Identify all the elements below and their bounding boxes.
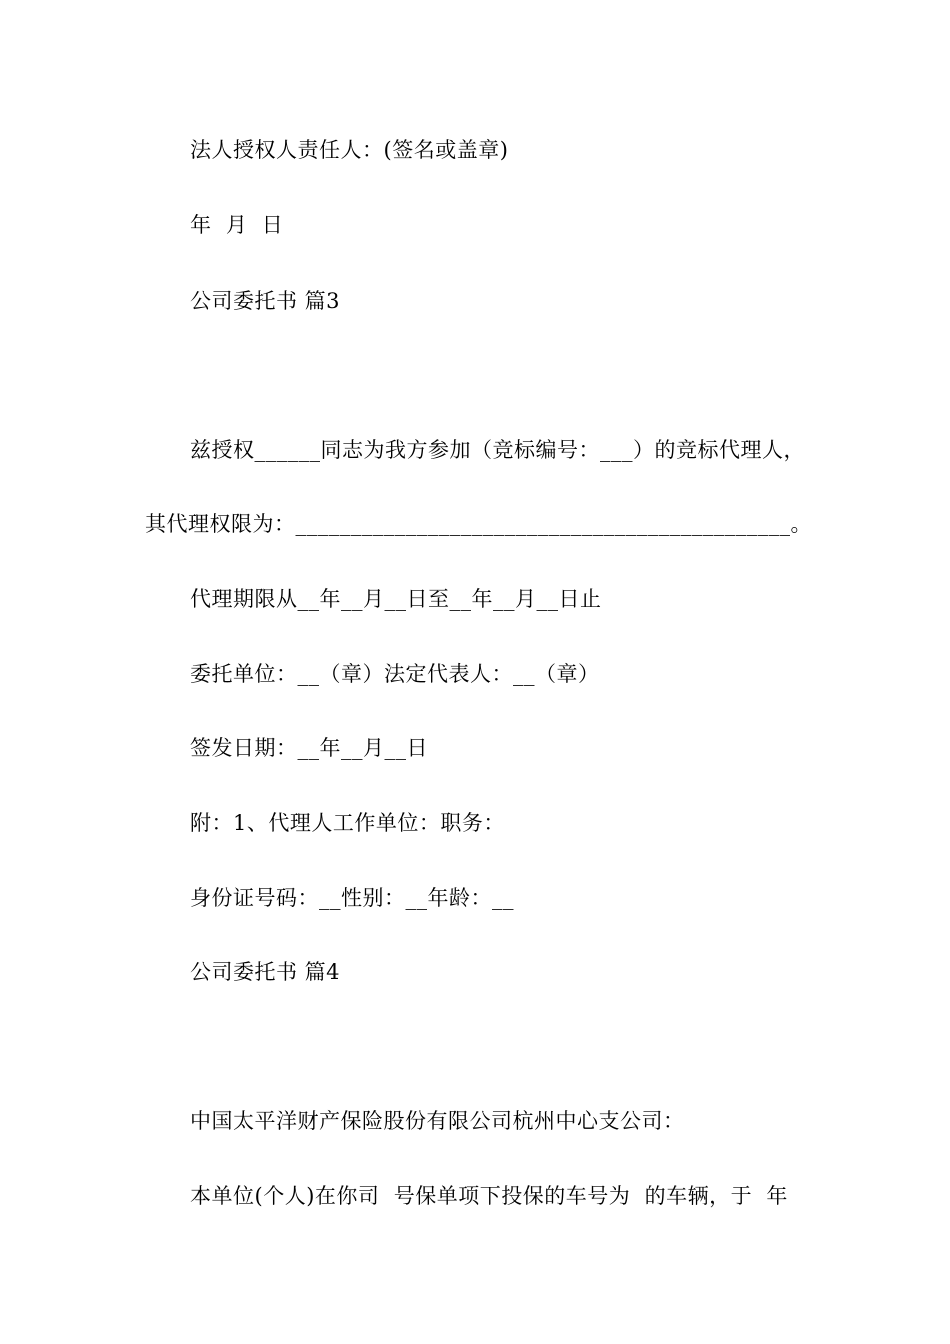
- agency-period-line: 代理期限从__年__月__日至__年__月__日止: [190, 587, 602, 611]
- principal-line: 委托单位：__（章）法定代表人：__（章）: [190, 662, 600, 686]
- issue-date-line: 签发日期：__年__月__日: [190, 736, 428, 760]
- attachment-line: 附：1、代理人工作单位：职务：: [190, 811, 505, 835]
- signature-line: 法人授权人责任人：(签名或盖章): [190, 138, 509, 162]
- authorization-paragraph: 兹授权______同志为我方参加（竞标编号：___）的竞标代理人，: [190, 438, 805, 462]
- authorization-scope-line: 其代理权限为：_____________________________________________。: [145, 512, 812, 536]
- section-heading-3: 公司委托书 篇3: [190, 289, 341, 313]
- body-paragraph: 本单位(个人)在你司 号保单项下投保的车号为 的车辆，于 年: [190, 1184, 788, 1208]
- id-info-line: 身份证号码：__性别：__年龄：__: [190, 886, 514, 910]
- addressee-line: 中国太平洋财产保险股份有限公司杭州中心支公司：: [190, 1109, 685, 1133]
- date-line: 年 月 日: [190, 213, 284, 237]
- section-heading-4: 公司委托书 篇4: [190, 960, 341, 984]
